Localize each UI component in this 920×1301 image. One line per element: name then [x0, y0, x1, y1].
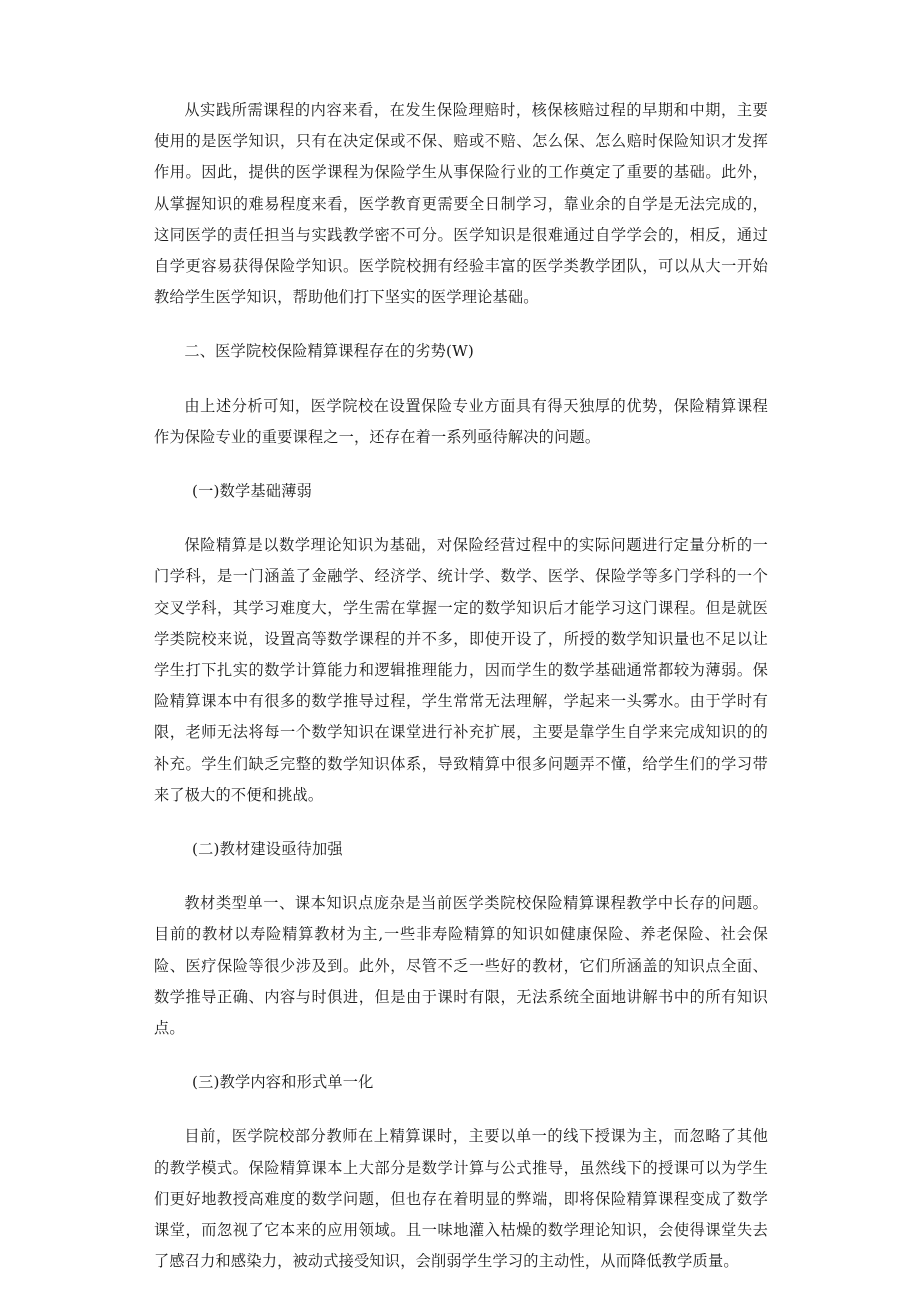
paragraph-math-foundation: 保险精算是以数学理论知识为基础，对保险经营过程中的实际问题进行定量分析的一门学科，是一门涵盖了金融学、经济学、统计学、数学、医学、保险学等多门学科的一个交叉学科，其学习难度大，学生需在掌握一定的数学知识后才能学习这门课程。但是就医学类院校来说，设置高等数学课程的并不多，即使开设了，所授的数学知识量也不足以让学生打下扎实的数学计算能力和逻辑推理能力，因而学生的数学基础通常都较为薄弱。保险精算课本中有很多的数学推导过程，学生常常无法理解，学起来一头雾水。由于学时有限，老师无法将每一个数学知识在课堂进行补充扩展，主要是靠学生自学来完成知识的的补充。学生们缺乏完整的数学知识体系，导致精算中很多问题弄不懂，给学生们的学习带来了极大的不便和挑战。	[154, 536, 768, 804]
paragraph-gap	[154, 453, 768, 476]
paragraph-gap	[154, 313, 768, 336]
subheading-textbook-construction: (二)教材建设亟待加强	[192, 840, 343, 859]
paragraph-gap	[154, 811, 768, 834]
paragraph-weakness-intro: 由上述分析可知，医学院校在设置保险专业方面具有得天独厚的优势，保险精算课程作为保险专业的重要课程之一，还存在着一系列亟待解决的问题。	[154, 396, 768, 446]
document-body	[154, 95, 768, 1278]
paragraph-gap	[154, 865, 768, 888]
paragraph-gap	[154, 368, 768, 391]
paragraph-practice-content: 从实践所需课程的内容来看，在发生保险理赔时，核保核赔过程的早期和中期，主要使用的是医学知识，只有在决定保或不保、赔或不赔、怎么保、怎么赔时保险知识才发挥作用。因此，提供的医学课程为保险学生从事保险行业的工作奠定了重要的基础。此外，从掌握知识的难易程度来看，医学教育更需要全日制学习，靠业余的自学是无法完成的，这同医学的责任担当与实践教学密不可分。医学知识是很难通过自学学会的，相反，通过自学更容易获得保险学知识。医学院校拥有经验丰富的医学类教学团队，可以从大一开始教给学生医学知识，帮助他们打下坚实的医学理论基础。	[154, 101, 768, 307]
paragraph-gap	[154, 507, 768, 530]
paragraph-textbook-construction: 教材类型单一、课本知识点庞杂是当前医学类院校保险精算课程教学中长存的问题。目前的教材以寿险精算教材为主,一些非寿险精算的知识如健康保险、养老保险、社会保险、医疗保险等很少涉及到。此外，尽管不乏一些好的教材，它们所涵盖的知识点全面、数学推导正确、内容与时俱进，但是由于课时有限，无法系统全面地讲解书中的所有知识点。	[154, 894, 768, 1038]
section-heading-weaknesses: 二、医学院校保险精算课程存在的劣势(W)	[184, 342, 475, 361]
paragraph-gap	[154, 1044, 768, 1067]
subheading-teaching-format: (三)教学内容和形式单一化	[192, 1073, 374, 1092]
paragraph-teaching-format: 目前，医学院校部分教师在上精算课时，主要以单一的线下授课为主，而忽略了其他的教学模式。保险精算课本上大部分是数学计算与公式推导，虽然线下的授课可以为学生们更好地教授高难度的数学问题，但也存在着明显的弊端，即将保险精算课程变成了数学课堂，而忽视了它本来的应用领域。且一味地灌入枯燥的数学理论知识，会使得课堂失去了感召力和感染力，被动式接受知识，会削弱学生学习的主动性，从而降低教学质量。	[154, 1127, 768, 1271]
subheading-math-foundation: (一)数学基础薄弱	[192, 482, 312, 501]
paragraph-gap	[154, 1098, 768, 1121]
